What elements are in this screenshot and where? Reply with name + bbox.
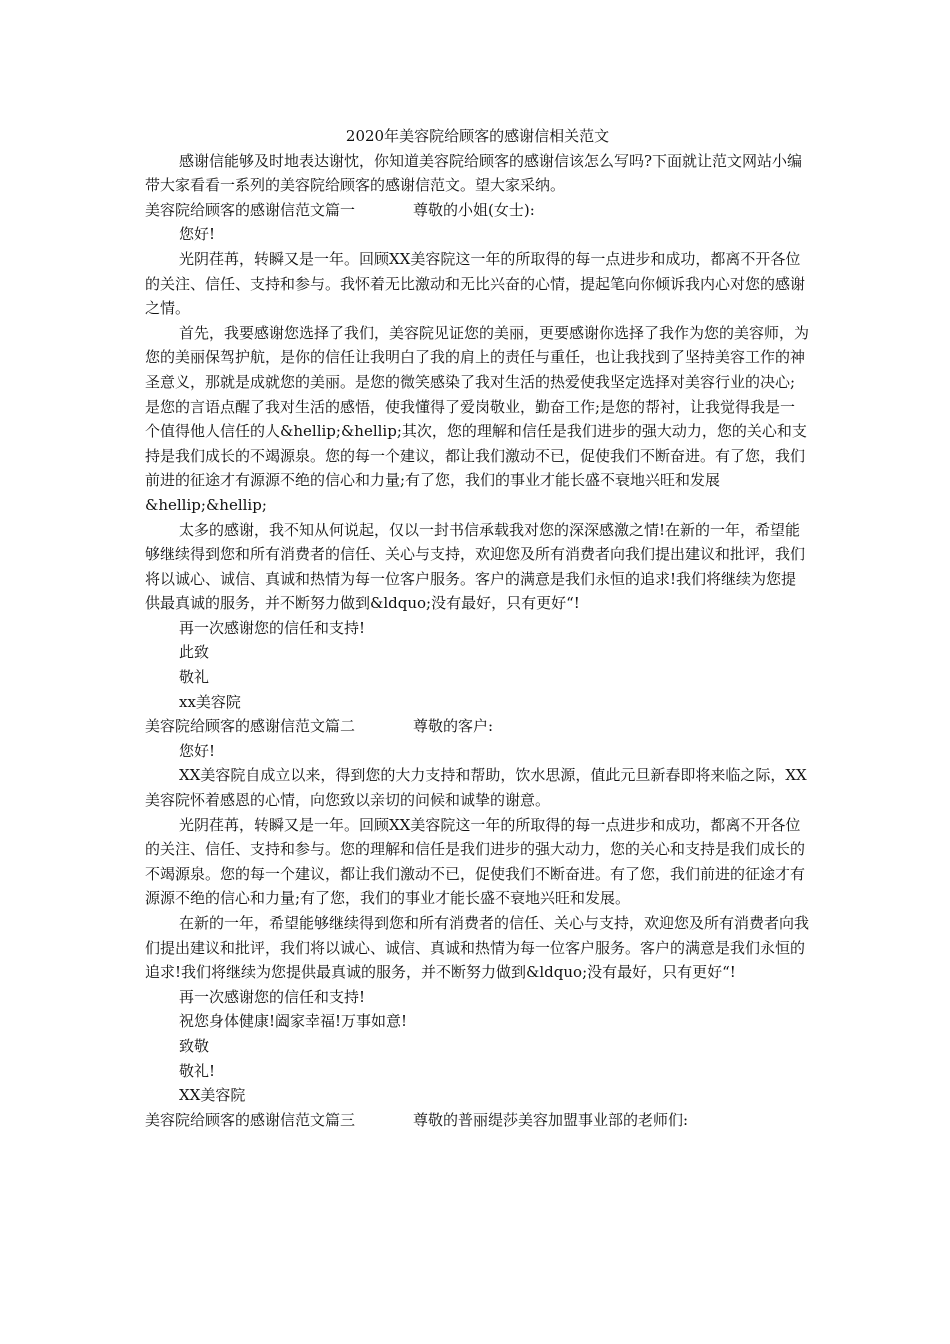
paragraph: 您好! xyxy=(179,741,216,760)
intro-paragraph: 感谢信能够及时地表达谢忱，你知道美容院给顾客的感谢信该怎么写吗?下面就让范文网站小编带大家看看一系列的美容院给顾客的感谢信范文。望大家采纳。 xyxy=(145,151,803,195)
paragraph: 再一次感谢您的信任和支持! xyxy=(179,618,366,637)
document-body xyxy=(145,124,810,1132)
signature: XX美容院 xyxy=(179,1086,246,1105)
paragraph: 再一次感谢您的信任和支持! xyxy=(179,987,366,1006)
closing-line: 此致 xyxy=(179,643,210,662)
paragraph: 在新的一年，希望能够继续得到您和所有消费者的信任、关心与支持，欢迎您及所有消费者向我们提出建议和批评，我们将以诚心、诚信、真诚和热情为每一位客户服务。客户的满意是我们永恒的追求!我们将继续为您提供最真诚的服务，并不断努力做到&ldquo;没有最好，只有更好“! xyxy=(145,914,810,982)
section-heading: 美容院给顾客的感谢信范文篇二 xyxy=(145,717,356,736)
paragraph: 光阴荏苒，转瞬又是一年。回顾XX美容院这一年的所取得的每一点进步和成功，都离不开各位的关注、信任、支持和参与。您的理解和信任是我们进步的强大动力，您的关心和支持是我们成长的不竭源泉。您的每一个建议，都让我们激动不已，促使我们不断奋进。有了您，我们前进的征途才有源源不绝的信心和力量;有了您，我们的事业才能长盛不衰地兴旺和发展。 xyxy=(145,815,806,908)
paragraph: 太多的感谢，我不知从何说起，仅以一封书信承载我对您的深深感激之情!在新的一年，希望能够继续得到您和所有消费者的信任、关心与支持，欢迎您及所有消费者向我们提出建议和批评，我们将以诚心、诚信、真诚和热情为每一位客户服务。客户的满意是我们永恒的追求!我们将继续为您提供最真诚的服务，并不断努力做到&ldquo;没有最好，只有更好“! xyxy=(145,520,806,613)
section-heading-row xyxy=(145,198,810,223)
paragraph: 首先，我要感谢您选择了我们，美容院见证您的美丽，更要感谢你选择了我作为您的美容师，为您的美丽保驾护航，是你的信任让我明白了我的肩上的责任与重任，也让我找到了坚持美容工作的神圣意义，那就是成就您的美丽。是您的微笑感染了我对生活的热爱使我坚定选择对美容行业的决心;是您的言语点醒了我对生活的感悟，使我懂得了爱岗敬业，勤奋工作;是您的帮衬，让我觉得我是一个值得他人信任的人&hellip;&hellip;其次，您的理解和信任是我们进步的强大动力，您的关心和支持是我们成长的不竭源泉。您的每一个建议，都让我们激动不已，促使我们不断奋进。有了您，我们前进的征途才有源源不绝的信心和力量;有了您，我们的事业才能长盛不衰地兴旺和发展&hellip;&hellip; xyxy=(145,323,810,514)
section-greeting: 尊敬的小姐(女士): xyxy=(413,200,535,219)
closing-line: 敬礼! xyxy=(179,1061,216,1080)
section-heading-row xyxy=(145,714,810,739)
closing-line: 致敬 xyxy=(179,1036,210,1055)
closing-line: 敬礼 xyxy=(179,668,210,687)
section-greeting: 尊敬的普丽缇莎美容加盟事业部的老师们: xyxy=(413,1110,689,1129)
paragraph: 祝您身体健康!阖家幸福!万事如意! xyxy=(179,1012,408,1031)
paragraph: XX美容院自成立以来，得到您的大力支持和帮助，饮水思源，值此元旦新春即将来临之际，XX美容院怀着感恩的心情，向您致以亲切的问候和诚挚的谢意。 xyxy=(145,766,807,810)
paragraph: 光阴荏苒，转瞬又是一年。回顾XX美容院这一年的所取得的每一点进步和成功，都离不开各位的关注、信任、支持和参与。我怀着无比激动和无比兴奋的心情，提起笔向你倾诉我内心对您的感谢之情。 xyxy=(145,249,806,318)
section-heading: 美容院给顾客的感谢信范文篇三 xyxy=(145,1110,356,1129)
section-heading-row xyxy=(145,1108,810,1133)
section-heading: 美容院给顾客的感谢信范文篇一 xyxy=(145,200,356,219)
document-title: 2020年美容院给顾客的感谢信相关范文 xyxy=(345,127,610,145)
paragraph: 您好! xyxy=(179,225,216,244)
section-greeting: 尊敬的客户: xyxy=(413,717,494,736)
signature: xx美容院 xyxy=(179,692,241,711)
